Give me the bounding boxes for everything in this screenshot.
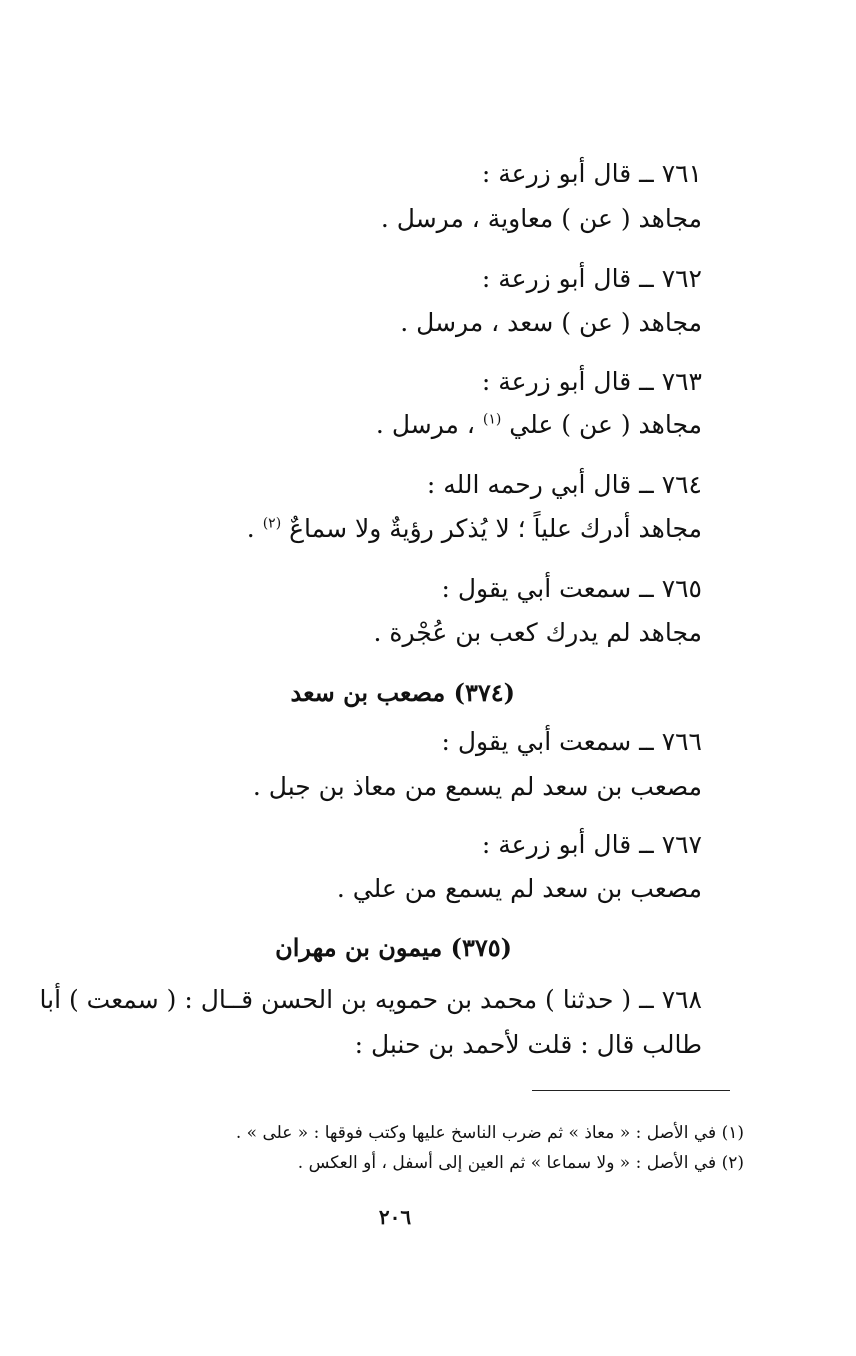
entry-766-head: ٧٦٦ ــ سمعت أبي يقول : — [441, 727, 702, 756]
entry-767-body: مصعب بن سعد لم يسمع من علي . — [336, 874, 702, 903]
entry-761-head: ٧٦١ ــ قال أبو زرعة : — [481, 159, 702, 188]
footnote-1: (١) في الأصل : « معاذ » ثم ضرب الناسخ عليها وكتب فوقها : « على » . — [235, 1123, 744, 1143]
entry-762-body: مجاهد ( عن ) سعد ، مرسل . — [400, 308, 702, 337]
entry-764-head: ٧٦٤ ــ قال أبي رحمه الله : — [426, 470, 702, 499]
entry-766-body: مصعب بن سعد لم يسمع من معاذ بن جبل . — [252, 772, 702, 801]
footnote-2: (٢) في الأصل : « ولا سماعا » ثم العين إلى أسفل ، أو العكس . — [297, 1153, 744, 1173]
entry-761-body: مجاهد ( عن ) معاوية ، مرسل . — [380, 204, 702, 233]
entry-764-body-text: مجاهد أدرك علياً ؛ لا يُذكر رؤيةٌ ولا سماعٌ — [289, 514, 702, 543]
entry-763-body — [376, 408, 702, 442]
section-375-heading: (٣٧٥) ميمون بن مهران — [275, 933, 512, 962]
entry-763-body-text: مجاهد ( عن ) علي — [509, 410, 702, 439]
section-374-heading: (٣٧٤) مصعب بن سعد — [290, 678, 515, 707]
entry-765-head: ٧٦٥ ــ سمعت أبي يقول : — [441, 574, 702, 603]
page-number: ٢٠٦ — [378, 1205, 412, 1229]
footnote-ref-2: (٢) — [262, 515, 282, 532]
entry-764-body-tail: . — [246, 514, 263, 543]
entry-768-line1: ٧٦٨ ــ ( حدثنا ) محمد بن حمويه بن الحسن قــال : ( سمعت ) أبا — [39, 985, 702, 1014]
footnote-ref-1: (١) — [482, 411, 502, 428]
entry-767-head: ٧٦٧ ــ قال أبو زرعة : — [481, 830, 702, 859]
entry-762-head: ٧٦٢ ــ قال أبو زرعة : — [481, 264, 702, 293]
entry-763-body-tail: ، مرسل . — [375, 410, 483, 439]
entry-768-line2: طالب قال : قلت لأحمد بن حنبل : — [354, 1030, 702, 1059]
entry-764-body — [247, 512, 702, 546]
entry-765-body: مجاهد لم يدرك كعب بن عُجْرة . — [373, 618, 702, 647]
footnote-separator — [532, 1090, 730, 1091]
entry-763-head: ٧٦٣ ــ قال أبو زرعة : — [481, 367, 702, 396]
